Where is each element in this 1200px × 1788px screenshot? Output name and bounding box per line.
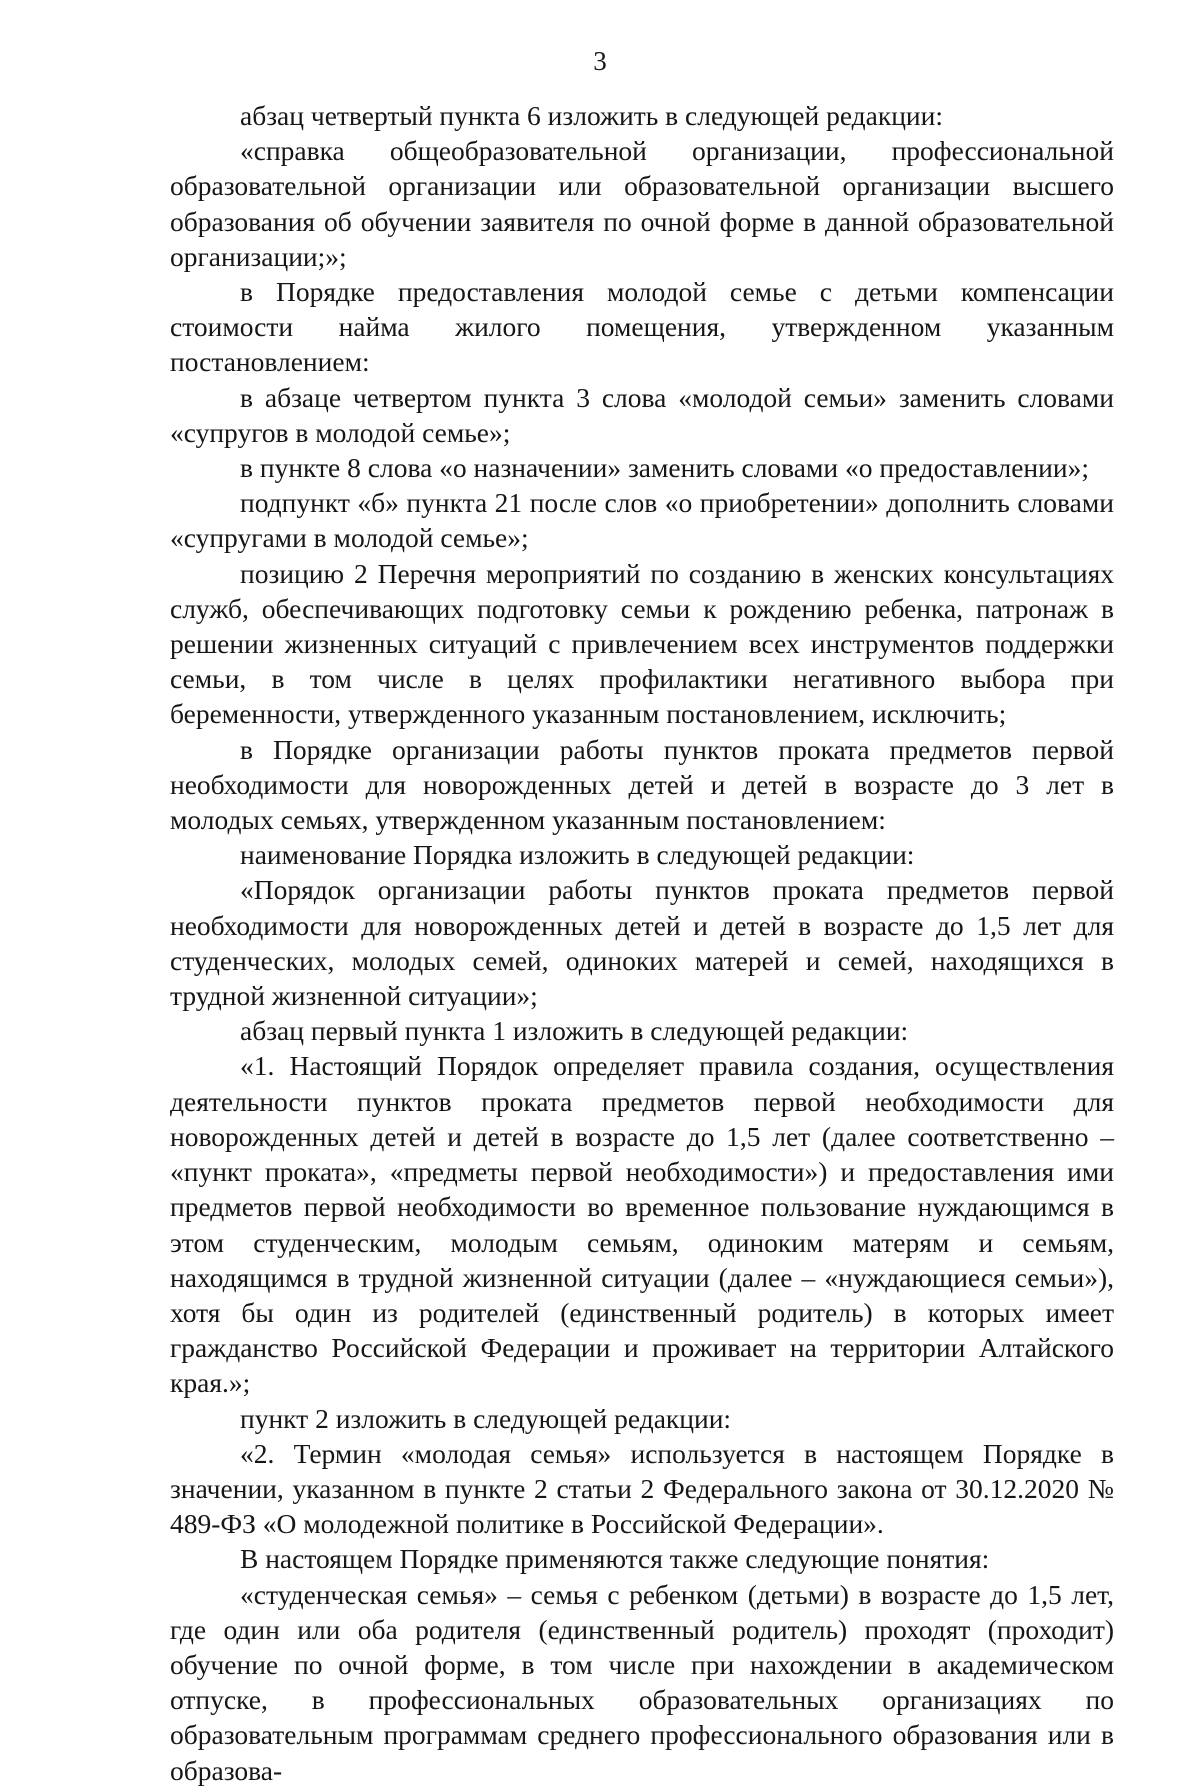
paragraph: в пункте 8 слова «о назначении» заменить словами «о предоставлении»; [240, 452, 1089, 484]
paragraph: «справка общеобразовательной организации, профессиональной образовательной организации или образовательной организации высшего образования об обучении заявителя по очной форме в данной образовательной организации;»; [170, 135, 1114, 272]
paragraph: в Порядке организации работы пунктов проката предметов первой необходимости для новорожденных детей и детей в возрасте до 3 лет в молодых семьях, утвержденном указанным постановлением: [170, 733, 1114, 836]
paragraph: подпункт «б» пункта 21 после слов «о приобретении» дополнить словами «супругами в молодой семье»; [170, 487, 1114, 554]
paragraph: абзац четвертый пункта 6 изложить в следующей редакции: [240, 100, 944, 131]
document-body [170, 98, 1114, 1788]
page-number: 3 [593, 46, 607, 76]
paragraph: «студенческая семья» – семья с ребенком (детьми) в возрасте до 1,5 лет, где один или оба родителя (единственный родитель) проходят (проходит) обучение по очной форме, в том числе при нахождении в академическом отпуске, в профессиональных образовательных организациях по образовательным программам среднего профессионального образования или в образова- [170, 1578, 1114, 1786]
paragraph: В настоящем Порядке применяются также следующие понятия: [240, 1543, 990, 1575]
paragraph: наименование Порядка изложить в следующей редакции: [240, 839, 915, 871]
paragraph: «2. Термин «молодая семья» используется в настоящем Порядке в значении, указанном в пункте 2 статьи 2 Федерального закона от 30.12.2020 № 489-ФЗ «О молодежной политике в Российской Федерации». [170, 1437, 1114, 1540]
paragraph: пункт 2 изложить в следующей редакции: [240, 1402, 732, 1434]
paragraph: в абзаце четвертом пункта 3 слова «молодой семьи» заменить словами «супругов в молодой семье»; [170, 381, 1114, 448]
paragraph: в Порядке предоставления молодой семье с детьми компенсации стоимости найма жилого помещения, утвержденном указанным постановлением: [170, 276, 1114, 378]
paragraph: «1. Настоящий Порядок определяет правила создания, осуществления деятельности пунктов проката предметов первой необходимости для новорожденных детей и детей в возрасте до 1,5 лет (далее соответственно – «пункт проката», «предметы первой необходимости») и предоставления ими предметов первой необходимости во временное пользование нуждающимся в этом студенческим, молодым семьям, одиноким матерям и семьям, находящимся в трудной жизненной ситуации (далее – «нуждающиеся семьи»), хотя бы один из родителей (единственный родитель) в которых имеет гражданство Российской Федерации и проживает на территории Алтайского края.»; [170, 1050, 1114, 1399]
paragraph: абзац первый пункта 1 изложить в следующей редакции: [240, 1015, 909, 1047]
paragraph: позицию 2 Перечня мероприятий по созданию в женских консультациях служб, обеспечивающих подготовку семьи к рождению ребенка, патронаж в решении жизненных ситуаций с привлечением всех инструментов поддержки семьи, в том числе в целях профилактики негативного выбора при беременности, утвержденного указанным постановлением, исключить; [170, 557, 1114, 730]
paragraph: «Порядок организации работы пунктов проката предметов первой необходимости для новорожденных детей и детей в возрасте до 1,5 лет для студенческих, молодых семей, одиноких матерей и семей, находящихся в трудной жизненной ситуации»; [170, 874, 1114, 1012]
